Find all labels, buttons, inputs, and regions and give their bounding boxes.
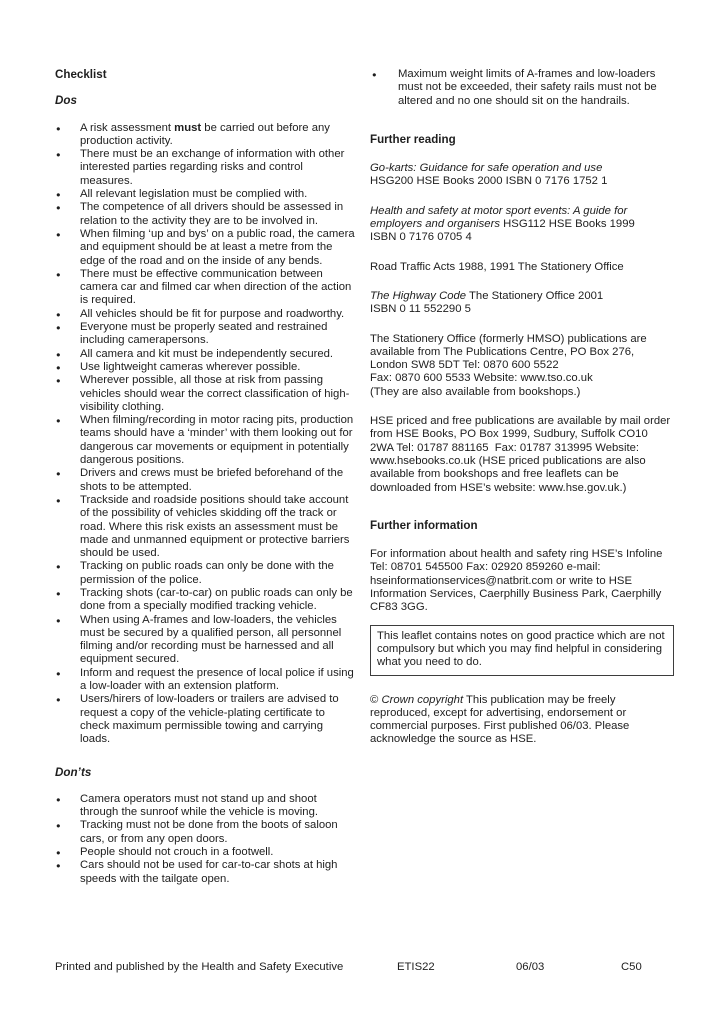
list-item-text [80,308,344,320]
list-item-text [80,560,334,585]
bullet-icon: ● [56,323,61,333]
text-run: must [174,121,202,134]
bullet-icon: ● [56,349,61,359]
text-run: Use lightweight cameras wherever possible. [80,360,301,373]
bullet-icon: ● [56,203,61,213]
list-item-text [80,374,349,413]
bullet-list-item [55,846,356,859]
max-weight-bullet-item [370,68,674,108]
bullet-list-item [55,348,356,361]
list-item-text [80,614,341,666]
text-run: Fax: 0870 600 5533 Website: www.tso.co.uk [370,372,593,385]
text-run: There must be effective communication between camera car and filmed car when direction of the action is required. [80,267,352,307]
good-practice-note-box [370,625,674,676]
list-item-text [80,122,330,147]
list-item-text [80,693,339,745]
list-item-text [80,148,344,187]
list-item-text [80,819,338,844]
footer-date: 06/03 [516,961,545,973]
further-reading-heading: Further reading [370,132,456,146]
bullet-icon: ● [56,190,61,200]
list-item-text [80,414,353,466]
text-run: Users/hirers of low-loaders or trailers are advised to request a copy of the vehicle-plating certificate to check maximum permissible towing and carrying loads. [80,693,339,746]
ref-road-traffic-acts [370,261,674,274]
bullet-list-item [55,268,356,308]
text-run: The Stationery Office (formerly HMSO) publications are available from The Publications Centre, PO Box 276, London SW8 5DT Tel: 0870 600 5522 [370,332,647,372]
text-run: HSE priced and free publications are available by mail order from HSE Books, PO Box 1999, Sudbury, Suffolk CO10 2WA Tel: 01787 881165 Fax: 01787 313995 Website: www.hsebooks.co.uk (HSE priced publications are also available from bookshops and free leaflets can be downloaded from HSE’s website: www.hse.gov.uk.) [370,415,671,494]
ref-gokarts [370,162,674,189]
bullet-icon: ● [56,469,61,479]
list-item-text [80,846,273,858]
text-run: HSG200 HSE Books 2000 ISBN 0 7176 1752 1 [370,175,608,188]
bullet-list-item [55,693,356,746]
text-run: ISBN 0 7176 0705 4 [370,231,472,244]
bullet-icon: ● [56,615,61,625]
list-item-text [80,348,333,360]
bullet-icon: ● [56,376,61,386]
bullet-icon: ● [56,269,61,279]
crown-copyright-paragraph [370,694,674,747]
list-item-text [80,188,307,200]
bullet-list-item [55,148,356,188]
bullet-list-item [55,321,356,348]
bullet-icon: ● [56,495,61,505]
text-run: The Stationery Office 2001 [466,289,604,302]
donts-heading: Don’ts [55,765,92,779]
bullet-list-item [55,560,356,587]
bullet-icon: ● [56,123,61,133]
text-run: Camera operators must not stand up and shoot through the sunroof while the vehicle is moving. [80,792,318,819]
bullet-icon: ● [56,562,61,572]
text-run: People should not crouch in a footwell. [80,846,274,859]
ref-motorsport [370,205,674,245]
text-run: Wherever possible, all those at risk from passing vehicles should wear the correct classification of high-visibility clothing. [80,374,350,413]
text-run: Road Traffic Acts 1988, 1991 The Stationery Office [370,260,624,273]
bullet-icon: ● [56,416,61,426]
left-column [55,68,356,886]
dos-list [55,122,356,747]
bullet-list-item [55,122,356,149]
text-run: A risk assessment [80,121,175,134]
bullet-list-item [55,587,356,614]
text-run: Cars should not be used for car-to-car shots at high speeds with the tailgate open. [80,859,338,885]
list-item-text [398,68,657,107]
list-item-text [80,667,354,692]
right-column [370,68,674,747]
bullet-icon: ● [56,848,61,858]
further-information-heading: Further information [370,518,478,532]
text-run: Maximum weight limits of A-frames and low-loaders must not be exceeded, their safety rails must not be altered and no one should sit on the handrails. [398,68,657,107]
donts-list [55,793,356,886]
bullet-icon: ● [56,668,61,678]
bullet-list-item [55,859,356,886]
text-run: When filming ‘up and bys’ on a public road, the camera and equipment should be at least a metre from the edge of the road and on the inside of any bends. [80,227,355,267]
bullet-list-item [55,228,356,268]
list-item-text [80,361,300,373]
list-item-text [80,321,327,346]
bullet-list-item [55,793,356,820]
bullet-icon: ● [56,821,61,831]
text-run: be carried out before any production activity. [80,121,330,147]
bullet-icon: ● [56,861,61,871]
bullet-icon: ● [56,362,61,372]
text-run: All relevant legislation must be complied with. [80,188,308,201]
footer [55,961,670,975]
list-item-text [80,228,355,267]
footer-printed-by: Printed and published by the Health and Safety Executive [55,961,344,973]
ref-highway-code [370,290,674,317]
bullet-list-item [55,201,356,228]
list-item-text [80,859,337,884]
bullet-icon: ● [56,150,61,160]
dos-heading: Dos [55,94,77,108]
text-run: When using A-frames and low-loaders, the vehicles must be secured by a qualified person, all personnel filming and/or recording must be harnessed and all equipment secured. [80,613,342,666]
note-box-text [377,630,665,669]
list-item-text [80,467,343,492]
list-item-text [80,587,353,612]
bullet-list-item [55,374,356,414]
bullet-list-item [55,819,356,846]
bullet-icon: ● [56,794,61,804]
stationery-office-info [370,333,674,399]
list-item-text [80,793,318,818]
bullet-list-item [55,614,356,667]
text-run: Health and safety at motor sport events: A guide for employers and organisers [370,204,628,231]
bullet-icon: ● [56,695,61,705]
text-run: All vehicles should be fit for purpose and roadworthy. [80,307,345,320]
hse-books-info [370,415,674,495]
list-item-text [80,494,349,559]
text-run: Tracking on public roads can only be done with the permission of the police. [80,560,334,586]
list-item-text [80,268,351,307]
text-run: Tracking must not be done from the boots of saloon cars, or from any open doors. [80,819,338,845]
text-run: The Highway Code [370,289,467,302]
bullet-list-item [55,308,356,321]
text-run: Inform and request the presence of local police if using a low-loader with an extension platform. [80,666,354,693]
footer-publication-code: ETIS22 [397,961,435,973]
bullet-list-item [55,494,356,560]
hse-infoline-paragraph [370,548,674,614]
checklist-heading: Checklist [55,68,107,81]
text-run: ISBN 0 11 552290 5 [370,303,471,316]
text-run: Crown copyright [381,693,464,706]
text-run: HSG112 HSE Books 1999 [499,218,635,231]
text-run: The competence of all drivers should be assessed in relation to the activity they are to be involved in. [80,201,344,227]
text-run: (They are also available from bookshops.) [370,385,581,398]
footer-reference: C50 [621,961,642,973]
bullet-icon: ● [56,309,61,319]
bullet-list-item [55,667,356,694]
text-run: This publication may be freely reproduced, except for advertising, endorsement or commercial purposes. First published 06/03. Please acknowledge the source as HSE. [370,693,630,746]
list-item-text [80,201,343,226]
bullet-list-item [55,467,356,494]
bullet-list-item [55,188,356,201]
bullet-icon: ● [372,70,377,79]
text-run: Drivers and crews must be briefed beforehand of the shots to be attempted. [80,467,344,493]
text-run: When filming/recording in motor racing pits, production teams should have a ‘minder’ with them looking out for dangerous car movements or equipment in potentially dangerous positions. [80,414,354,467]
text-run: This leaflet contains notes on good practice which are not compulsory but which you may find helpful in considering what you need to do. [377,629,665,669]
text-run: Tracking shots (car-to-car) on public roads can only be done from a specially modified tracking vehicle. [80,586,353,613]
text-run: There must be an exchange of information with other interested parties regarding risks and control measures. [80,148,345,187]
text-run: Trackside and roadside positions should take account of the possibility of vehicles skidding off the track or road. Where this risk exists an assessment must be made and unmanned equipment or protective barriers should be used. [80,493,350,560]
text-run: Go-karts: Guidance for safe operation and use [370,162,603,175]
bullet-icon: ● [56,588,61,598]
text-run: All camera and kit must be independently secured. [80,347,334,360]
bullet-icon: ● [56,229,61,239]
text-run: © [370,693,382,706]
bullet-list-item [55,361,356,374]
text-run: Everyone must be properly seated and restrained including camerapersons. [80,321,328,347]
text-run: For information about health and safety ring HSE’s Infoline Tel: 08701 545500 Fax: 02920 859260 e-mail: hseinformationservices@natbrit.com or write to HSE Information Services, Caerphilly Business Park, Caerphilly CF83 3GG. [370,548,663,614]
bullet-list-item [55,414,356,467]
